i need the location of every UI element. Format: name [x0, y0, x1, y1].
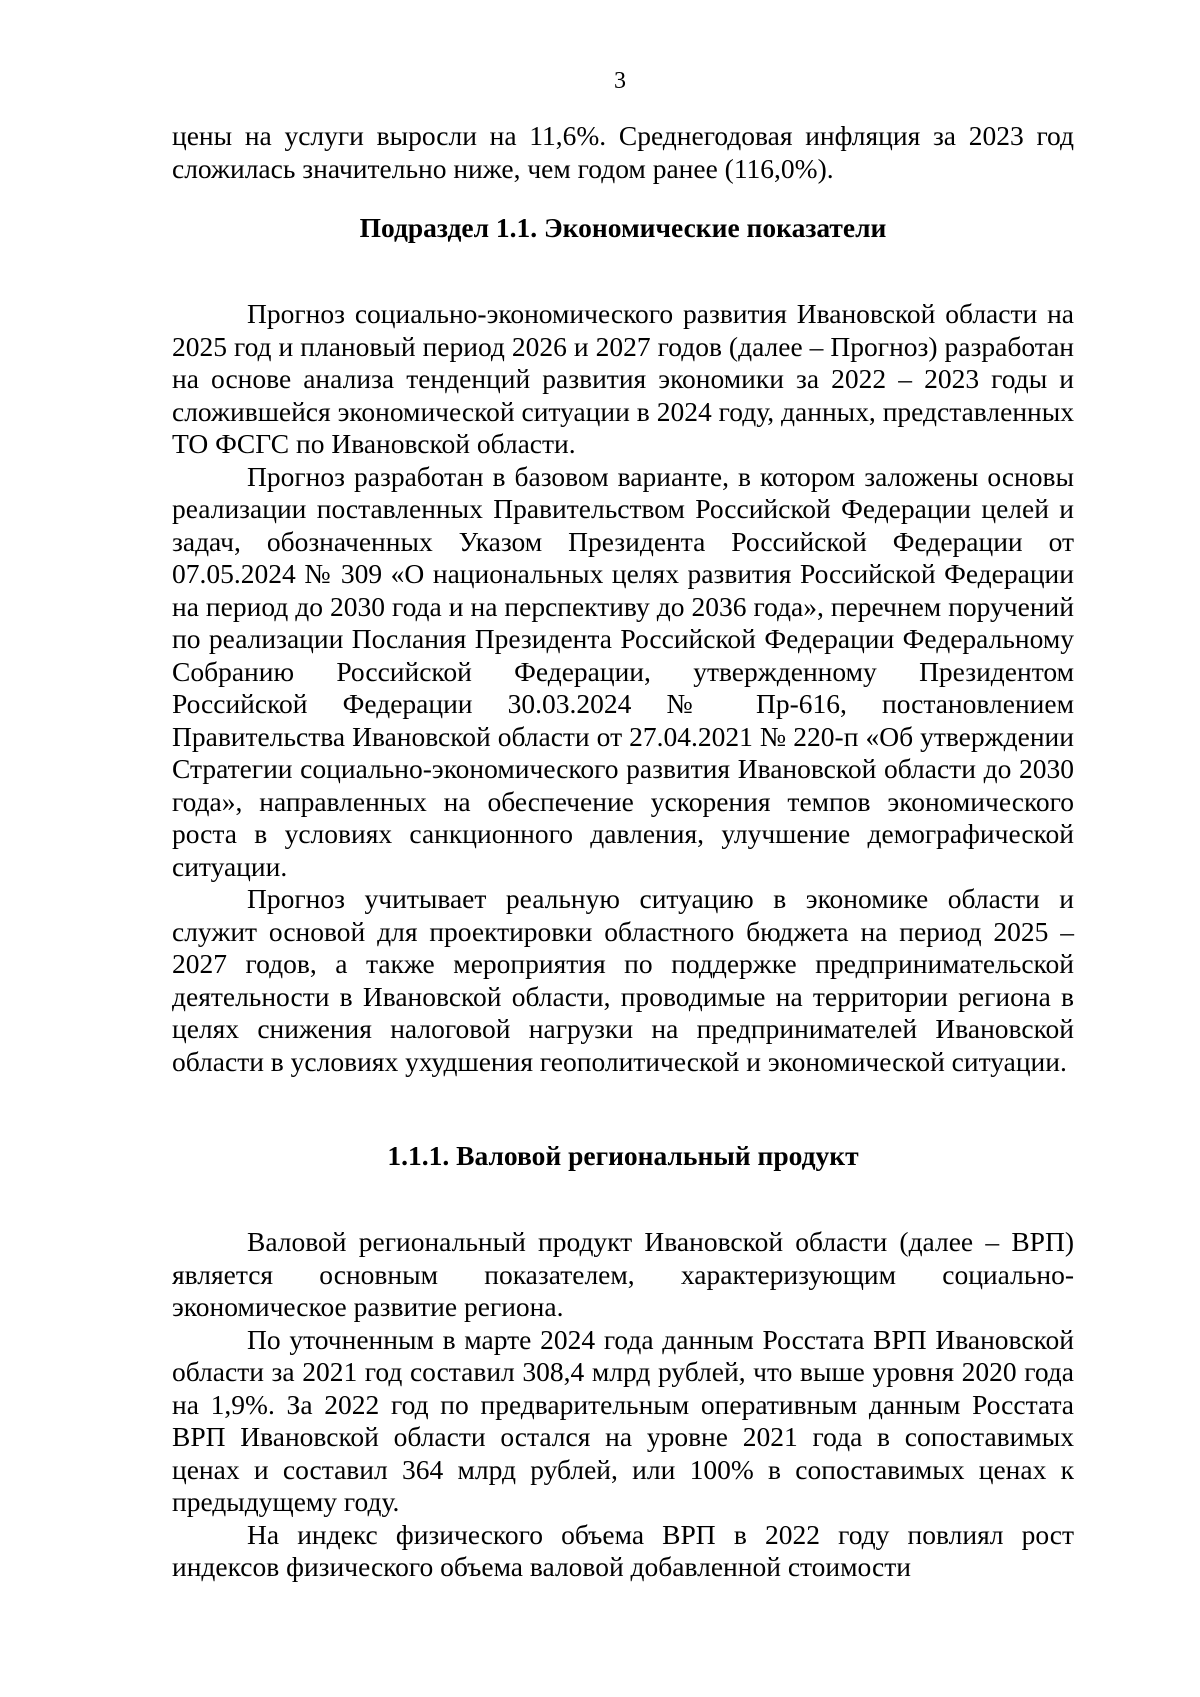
section-body	[172, 298, 1074, 1078]
subsection-paragraph-1: Валовой региональный продукт Ивановской области (далее – ВРП) является основным показателем, характеризующим социально-экономическое развитие региона.	[172, 1226, 1074, 1322]
intro-continuation	[172, 120, 1074, 185]
subsection-body	[172, 1226, 1074, 1584]
intro-paragraph: цены на услуги выросли на 11,6%. Среднегодовая инфляция за 2023 год сложилась значительно ниже, чем годом ранее (116,0%).	[172, 120, 1074, 184]
section-paragraph-3: Прогноз учитывает реальную ситуацию в экономике области и служит основой для проектировки областного бюджета на период 2025 – 2027 годов, а также мероприятия по поддержке предпринимательской деятельности в Ивановской области, проводимые на территории региона в целях снижения налоговой нагрузки на предпринимателей Ивановской области в условиях ухудшения геополитической и экономической ситуации.	[172, 883, 1074, 1077]
subsection-title: 1.1.1. Валовой региональный продукт	[387, 1140, 859, 1171]
section-paragraph-1: Прогноз социально-экономического развития Ивановской области на 2025 год и плановый период 2026 и 2027 годов (далее – Прогноз) разработан на основе анализа тенденций развития экономики за 2022 – 2023 годы и сложившейся экономической ситуации в 2024 году, данных, представленных ТО ФСГС по Ивановской области.	[172, 298, 1074, 459]
section-paragraph-2: Прогноз разработан в базовом варианте, в котором заложены основы реализации поставленных Правительством Российской Федерации целей и задач, обозначенных Указом Президента Российской Федерации от 07.05.2024 № 309 «О национальных целях развития Российской Федерации на период до 2030 года и на перспективу до 2036 года», перечнем поручений по реализации Послания Президента Российской Федерации Федеральному Собранию Российской Федерации, утвержденному Президентом Российской Федерации 30.03.2024 № Пр-616, постановлением Правительства Ивановской области от 27.04.2021 № 220-п «Об утверждении Стратегии социально-экономического развития Ивановской области до 2030 года», направленных на обеспечение ускорения темпов экономического роста в условиях санкционного давления, улучшение демографической ситуации.	[172, 460, 1074, 882]
page-number: 3	[614, 68, 626, 94]
section-title: Подраздел 1.1. Экономические показатели	[359, 212, 887, 243]
subsection-paragraph-2: По уточненным в марте 2024 года данным Росстата ВРП Ивановской области за 2021 год составил 308,4 млрд рублей, что выше уровня 2020 года на 1,9%. За 2022 год по предварительным оперативным данным Росстата ВРП Ивановской области остался на уровне 2021 года в сопоставимых ценах и составил 364 млрд рублей, или 100% в сопоставимых ценах к предыдущему году.	[172, 1323, 1074, 1517]
subsection-paragraph-3: На индекс физического объема ВРП в 2022 году повлиял рост индексов физического объема валовой добавленной стоимости	[172, 1518, 1074, 1582]
